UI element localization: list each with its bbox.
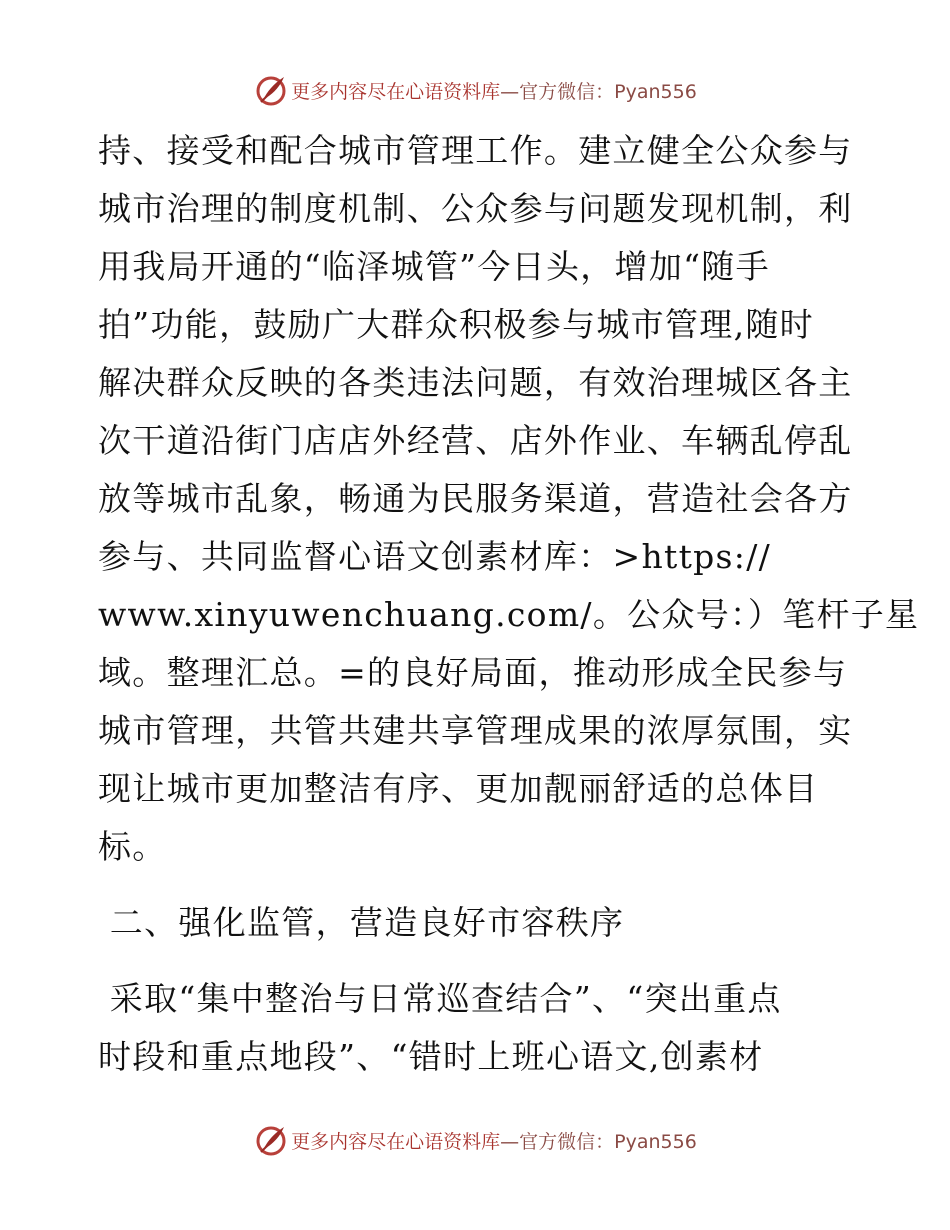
text-line-url: www.xinyuwenchuang.com/。公众号：）笔杆子星 <box>98 595 920 634</box>
feather-quill-logo <box>253 1122 289 1158</box>
footer-watermark <box>0 1120 950 1160</box>
text-line: 城市管理，共管共建共享管理成果的浓厚氛围，实 <box>98 711 853 750</box>
document-body <box>98 122 920 1086</box>
watermark-contact-text: —官方微信：Pyan556 <box>500 80 697 103</box>
text-line: 时段和重点地段”、“错时上班心语文,创素材 <box>98 1037 764 1076</box>
text-line: 次干道沿街门店店外经营、店外作业、车辆乱停乱 <box>98 421 853 460</box>
text-line: 拍”功能，鼓励广大群众积极参与城市管理,随时 <box>98 305 814 344</box>
text-line: 现让城市更加整洁有序、更加靓丽舒适的总体目 <box>98 769 819 808</box>
text-line: 持、接受和配合城市管理工作。建立健全公众参与 <box>98 131 853 170</box>
text-line: 解决群众反映的各类违法问题，有效治理城区各主 <box>98 363 853 402</box>
paragraph-2 <box>98 970 858 1086</box>
text-line: 参与、共同监督心语文创素材库：>https:// <box>98 537 772 576</box>
feather-quill-logo <box>253 72 289 108</box>
text-line: 放等城市乱象，畅通为民服务渠道，营造社会各方 <box>98 479 853 518</box>
watermark-brand-text: 更多内容尽在心语资料库 <box>291 1130 501 1153</box>
text-line: 域。整理汇总。=的良好局面，推动形成全民参与 <box>98 653 848 692</box>
watermark-brand-text: 更多内容尽在心语资料库 <box>291 80 501 103</box>
text-line: 标。 <box>98 827 167 866</box>
text-line: 用我局开通的“临泽城管”今日头，增加“随手 <box>98 247 770 286</box>
header-watermark <box>0 70 950 110</box>
text-line: 采取“集中整治与日常巡查结合”、“突出重点 <box>98 979 782 1018</box>
section-heading: 二、强化监管，营造良好市容秩序 <box>98 903 625 942</box>
paragraph-1 <box>98 122 920 876</box>
watermark-contact-text: —官方微信：Pyan556 <box>500 1130 697 1153</box>
text-line: 城市治理的制度机制、公众参与问题发现机制，利 <box>98 189 853 228</box>
